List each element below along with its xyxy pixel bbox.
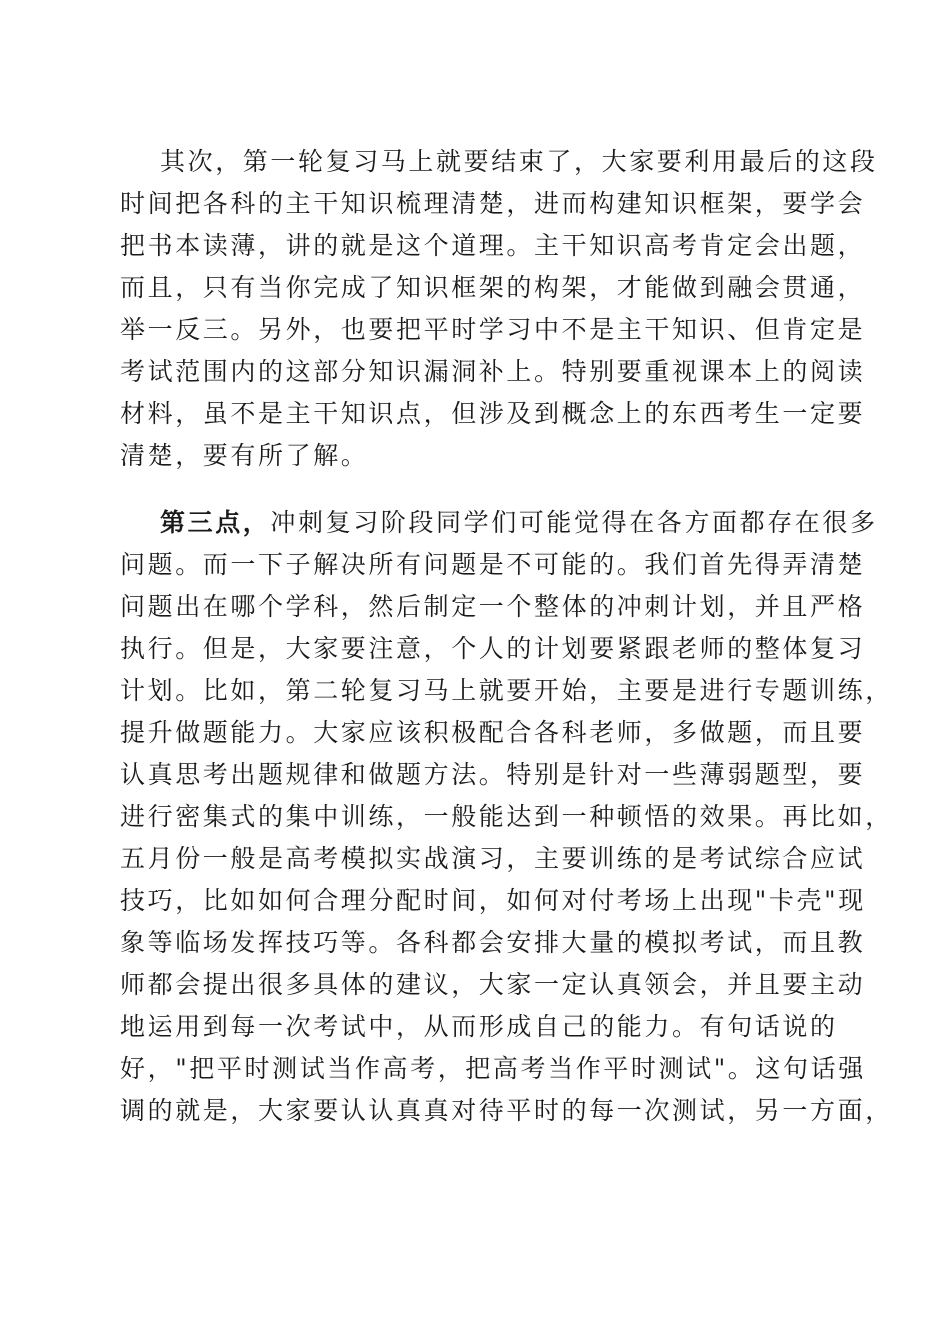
paragraph-1-line-6: 考试范围内的这部分知识漏洞补上。特别要重视课本上的阅读: [120, 357, 866, 386]
paragraph-1-line-7: 材料，虽不是主干知识点，但涉及到概念上的东西考生一定要: [120, 399, 866, 428]
paragraph-2-line-13: 地运用到每一次考试中，从而形成自己的能力。有句话说的: [120, 1012, 838, 1041]
paragraph-2-line-1: [160, 503, 878, 543]
paragraph-1-line-4: 而且，只有当你完成了知识框架的构架，才能做到融会贯通，: [120, 273, 866, 302]
paragraph-2-line-5: 计划。比如，第二轮复习马上就要开始，主要是进行专题训练，: [120, 676, 893, 705]
paragraph-1-line-3: 把书本读薄，讲的就是这个道理。主干知识高考肯定会出题，: [120, 231, 866, 260]
paragraph-2-line-9: 五月份一般是高考模拟实战演习，主要训练的是考试综合应试: [120, 844, 866, 873]
paragraph-2-line-12: 师都会提出很多具体的建议，大家一定认真领会，并且要主动: [120, 970, 866, 999]
paragraph-2-line-2: 问题。而一下子解决所有问题是不可能的。我们首先得弄清楚: [120, 550, 866, 579]
paragraph-2-line-6: 提升做题能力。大家应该积极配合各科老师，多做题，而且要: [120, 718, 866, 747]
paragraph-2-line-4: 执行。但是，大家要注意，个人的计划要紧跟老师的整体复习: [120, 634, 866, 663]
paragraph-2-line-1-text: 冲刺复习阶段同学们可能觉得在各方面都存在很多: [270, 508, 878, 537]
paragraph-2-line-10: 技巧，比如如何合理分配时间，如何对付考场上出现"卡壳"现: [120, 886, 866, 915]
paragraph-2-line-15: 调的就是，大家要认认真真对待平时的每一次测试，另一方面，: [120, 1096, 893, 1125]
paragraph-1-line-5: 举一反三。另外，也要把平时学习中不是主干知识、但肯定是: [120, 315, 866, 344]
paragraph-1-line-8: 清楚，要有所了解。: [120, 441, 369, 470]
paragraph-2-line-14: 好，"把平时测试当作高考，把高考当作平时测试"。这句话强: [120, 1054, 866, 1083]
paragraph-2-lead: 第三点，: [160, 508, 271, 537]
paragraph-2-line-11: 象等临场发挥技巧等。各科都会安排大量的模拟考试，而且教: [120, 928, 866, 957]
paragraph-2-line-7: 认真思考出题规律和做题方法。特别是针对一些薄弱题型，要: [120, 760, 866, 789]
paragraph-2-line-8: 进行密集式的集中训练，一般能达到一种顿悟的效果。再比如，: [120, 802, 893, 831]
paragraph-2-line-3: 问题出在哪个学科，然后制定一个整体的冲刺计划，并且严格: [120, 592, 866, 621]
paragraph-1-line-1: 其次，第一轮复习马上就要结束了，大家要利用最后的这段: [160, 147, 878, 176]
paragraph-1-line-2: 时间把各科的主干知识梳理清楚，进而构建知识框架，要学会: [120, 189, 866, 218]
